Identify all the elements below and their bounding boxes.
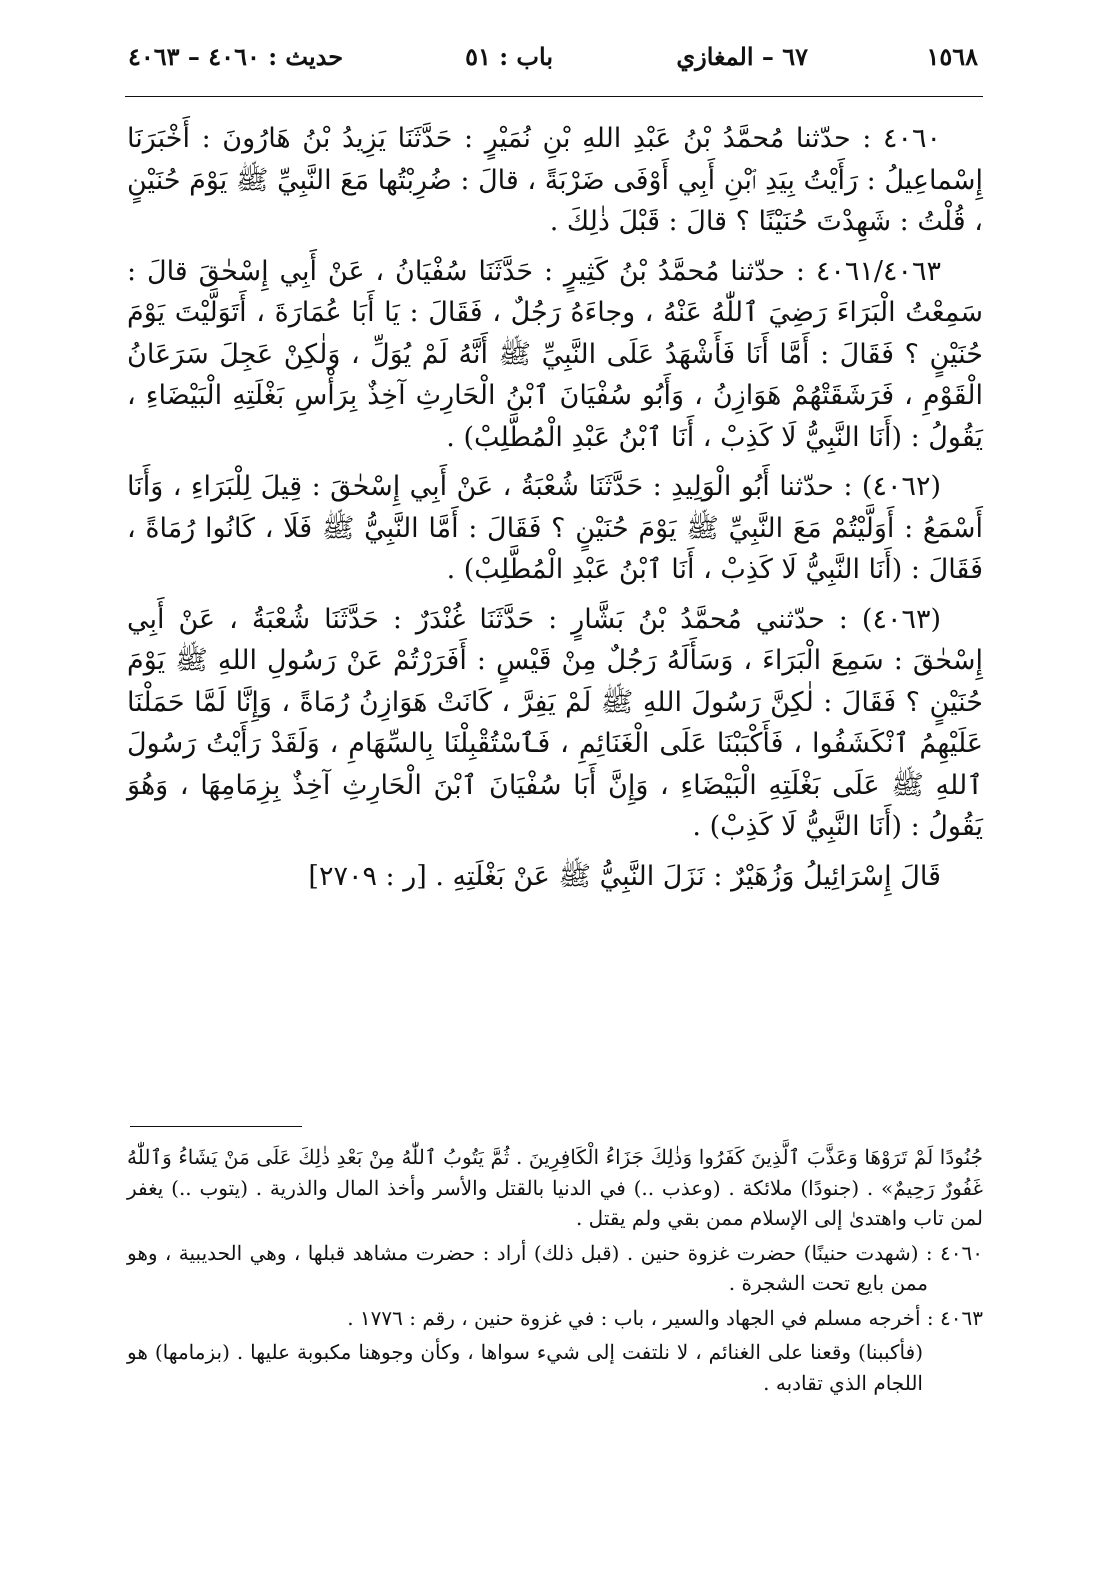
footnotes — [127, 1142, 983, 1402]
footnote-4063: ٤٠٦٣ : أخرجه مسلم في الجهاد والسير ، باب : في غزوة حنين ، رقم : ١٧٧٦ . — [347, 1305, 983, 1330]
footnote-4060: ٤٠٦٠ : (شهدت حنينًا) حضرت غزوة حنين . (قبل ذلك) أراد : حضرت مشاهد قبلها ، وهي الحديبية ، وهو ممن بايع تحت الشجرة . — [127, 1240, 983, 1295]
header-rule — [125, 96, 983, 97]
page-number: ١٥٦٨ — [926, 42, 978, 71]
hadith-4062: (٤٠٦٢) : حدّثنا أَبُو الْوَلِيدِ : حَدَّثَنَا شُعْبَةُ ، عَنْ أَبِي إِسْحٰقَ : قِيلَ لِلْبَرَاءِ ، وَأَنَا أَسْمَعُ : أَوَلَّيْتُمْ مَعَ النَّبِيِّ ﷺ يَوْمَ حُنَيْنٍ ؟ فَقَالَ : أَمَّا النَّبِيُّ ﷺ فَلَا ، كَانُوا رُمَاةً ، فَقَالَ : (أَنَا النَّبِيُّ لَا كَذِبْ ، أَنَا ٱبْنُ عَبْدِ الْمُطَّلِبْ) . — [127, 471, 983, 585]
footnote-quran: جُنُودًا لَمْ تَرَوْهَا وَعَذَّبَ ٱلَّذِينَ كَفَرُوا وَذٰلِكَ جَزَاءُ الْكَافِرِينَ . ثُمَّ يَتُوبُ ٱللّٰهُ مِنْ بَعْدِ ذٰلِكَ عَلَى مَنْ يَشَاءُ وَٱللّٰهُ غَفُورٌ رَحِيمٌ» . (جنودًا) ملائكة . (وعذب ..) في الدنيا بالقتل والأسر وأخذ المال والذرية . (يتوب ..) يغفر لمن تاب واهتدىٰ إلى الإسلام ممن بقي ولم يقتل . — [127, 1145, 983, 1230]
hadith-4063: (٤٠٦٣) : حدّثني مُحمَّدُ بْنُ بَشَّارٍ : حَدَّثَنَا غُنْدَرٌ : حَدَّثَنَا شُعْبَةُ ، عَنْ أَبِي إِسْحٰقَ : سَمِعَ الْبَرَاءَ ، وَسَأَلَهُ رَجُلٌ مِنْ قَيْسٍ : أَفَرَرْتُمْ عَنْ رَسُولِ اللهِ ﷺ يَوْمَ حُنَيْنٍ ؟ فَقَالَ : لٰكِنَّ رَسُولَ اللهِ ﷺ لَمْ يَفِرَّ ، كَانَتْ هَوَازِنُ رُمَاةً ، وَإِنَّا لَمَّا حَمَلْنَا عَلَيْهِمُ ٱنْكَشَفُوا ، فَأَكْبَبْنَا عَلَى الْغَنَائِمِ ، فَٱسْتُقْبِلْنَا بِالسِّهَامِ ، وَلَقَدْ رَأَيْتُ رَسُولَ ٱللهِ ﷺ عَلَى بَغْلَتِهِ الْبَيْضَاءِ ، وَإِنَّ أَبَا سُفْيَانَ ٱبْنَ الْحَارِثِ آخِذٌ بِزِمَامِهَا ، وَهُوَ يَقُولُ : (أَنَا النَّبِيُّ لَا كَذِبْ) . — [127, 603, 983, 842]
hadith-4060: ٤٠٦٠ : حدّثنا مُحمَّدُ بْنُ عَبْدِ اللهِ بْنِ نُمَيْرٍ : حَدَّثَنَا يَزِيدُ بْنُ هَارُونَ : أَخْبَرَنَا إِسْماعِيلُ : رَأَيْتُ بِيَدِ ٱبْنِ أَبِي أَوْفَى ضَرْبَةً ، قالَ : ضُرِبْتُها مَعَ النَّبِيِّ ﷺ يَوْمَ حُنَيْنٍ ، قُلْتُ : شَهِدْتَ حُنَيْنًا ؟ قالَ : قَبْلَ ذٰلِكَ . — [127, 123, 983, 237]
footnote-4063-explanation: (فأكببنا) وقعنا على الغنائم ، لا نلتفت إلى شيء سواها ، وكأن وجوهنا مكبوبة عليها . (بزمامها) هو اللجام الذي تقادبه . — [127, 1340, 923, 1395]
main-text — [127, 118, 983, 905]
hadith-note-israil: قَالَ إِسْرَائِيلُ وَزُهَيْرٌ : نَزَلَ النَّبِيُّ ﷺ عَنْ بَغْلَتِهِ . [ر : ٢٧٠٩] — [308, 860, 941, 892]
chapter-title: ٦٧ – المغازي — [676, 42, 808, 71]
footnote-rule — [130, 1126, 302, 1127]
hadith-range: حديث : ٤٠٦٠ – ٤٠٦٣ — [128, 42, 344, 71]
hadith-4061-4063: ٤٠٦١/٤٠٦٣ : حدّثنا مُحمَّدُ بْنُ كَثِيرٍ : حَدَّثَنَا سُفْيَانُ ، عَنْ أَبِي إِسْحٰقَ قالَ : سَمِعْتُ الْبَرَاءَ رَضِيَ ٱللّٰهُ عَنْهُ ، وجاءَهُ رَجُلٌ ، فَقَالَ : يَا أَبَا عُمَارَةَ ، أَتَوَلَّيْتَ يَوْمَ حُنَيْنٍ ؟ فَقَالَ : أَمَّا أَنَا فَأَشْهَدُ عَلَى النَّبِيِّ ﷺ أَنَّهُ لَمْ يُوَلِّ ، وَلٰكِنْ عَجِلَ سَرَعَانُ الْقَوْمِ ، فَرَشَقَتْهُمْ هَوَازِنُ ، وَأَبُو سُفْيَانَ ٱبْنُ الْحَارِثِ آخِذٌ بِرَأْسِ بَغْلَتِهِ الْبَيْضَاءِ ، يَقُولُ : (أَنَا النَّبِيُّ لَا كَذِبْ ، أَنَا ٱبْنُ عَبْدِ الْمُطَّلِبْ) . — [127, 255, 983, 453]
bab-number: باب : ٥١ — [465, 42, 553, 71]
running-header — [128, 38, 978, 78]
